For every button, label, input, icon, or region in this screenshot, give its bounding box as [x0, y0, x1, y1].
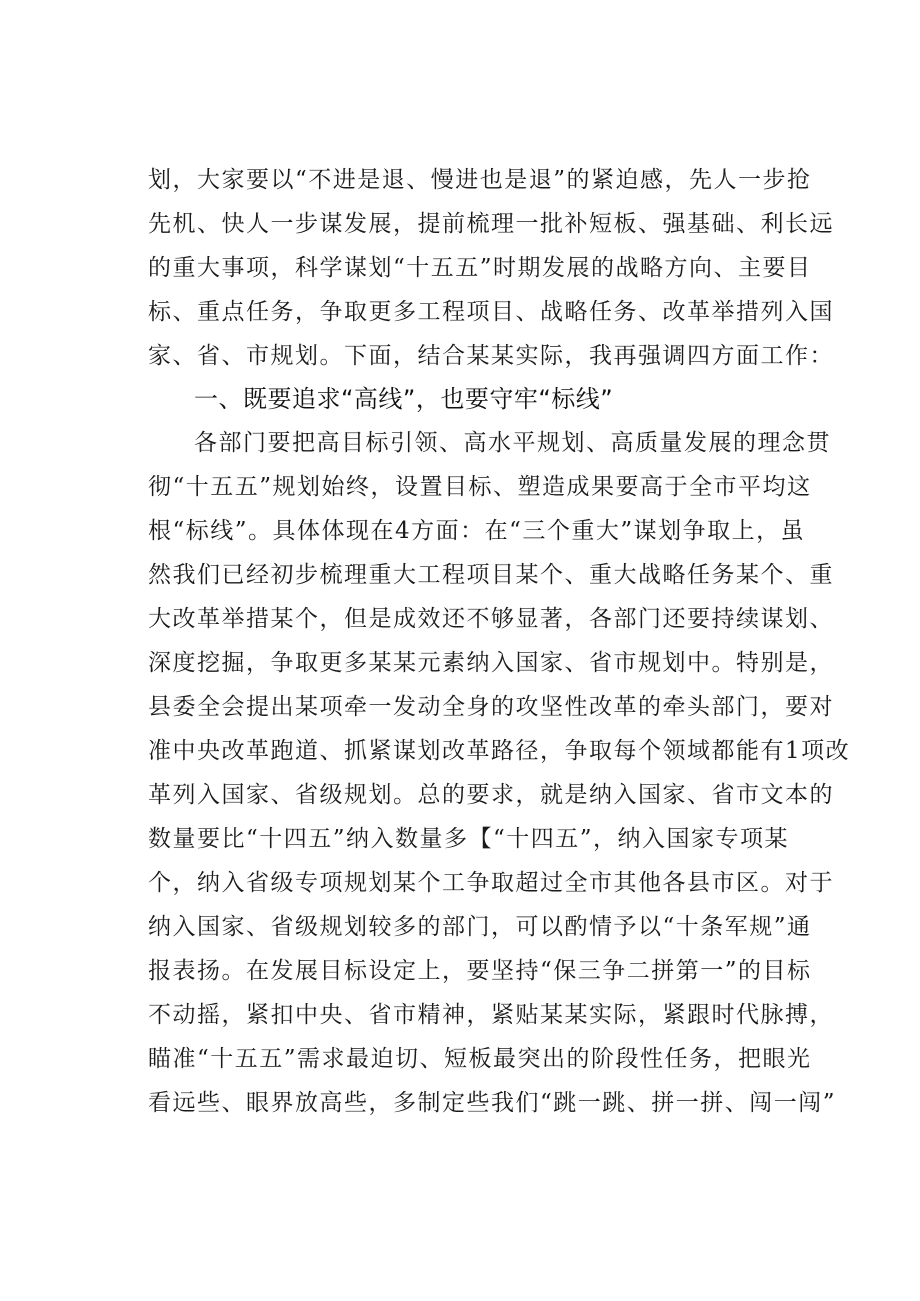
text-line: 划，大家要以“不进是退、慢进也是退”的紧迫感，先人一步抢: [148, 167, 812, 193]
text-line: 数量要比“十四五”纳入数量多【“十四五”，纳入国家专项某: [148, 826, 790, 852]
text-line: 大改革举措某个，但是成效还不够显著，各部门还要持续谋划、: [148, 606, 834, 632]
section-heading: 一、既要追求“高线”，也要守牢“标线”: [194, 385, 614, 413]
text-line: 先机、快人一步谋发展，提前梳理一批补短板、强基础、利长远: [148, 211, 834, 237]
text-line: 深度挖掘，争取更多某某元素纳入国家、省市规划中。特别是，: [148, 650, 834, 676]
text-line: 革列入国家、省级规划。总的要求，就是纳入国家、省市文本的: [148, 782, 834, 808]
text-line: 报表扬。在发展目标设定上，要坚持“保三争二拼第一”的目标: [148, 958, 812, 984]
text-line: 标、重点任务，争取更多工程项目、战略任务、改革举措列入国: [148, 299, 834, 325]
text-line: 然我们已经初步梳理重大工程项目某个、重大战略任务某个、重: [148, 562, 834, 588]
text-line: 准中央改革跑道、抓紧谋划改革路径，争取每个领域都能有1项改: [148, 738, 851, 764]
text-line: 看远些、眼界放高些，多制定些我们“跳一跳、拼一拼、闯一闯”: [148, 1090, 837, 1116]
text-line: 县委全会提出某项牵一发动全身的攻坚性改革的牵头部门，要对: [148, 694, 834, 720]
text-line: 不动摇，紧扣中央、省市精神，紧贴某某实际，紧跟时代脉搏，: [148, 1002, 834, 1028]
text-line: 家、省、市规划。下面，结合某某实际，我再强调四方面工作：: [148, 343, 834, 369]
text-line: 各部门要把高目标引领、高水平规划、高质量发展的理念贯: [194, 430, 831, 456]
text-line: 彻“十五五”规划始终，设置目标、塑造成果要高于全市平均这: [148, 474, 812, 500]
text-line: 纳入国家、省级规划较多的部门，可以酌情予以“十条军规”通: [148, 914, 812, 940]
text-line: 的重大事项，科学谋划“十五五”时期发展的战略方向、主要目: [148, 255, 812, 281]
text-line: 个，纳入省级专项规划某个工争取超过全市其他各县市区。对于: [148, 870, 834, 896]
text-line: 根“标线”。具体体现在4方面：在“三个重大”谋划争取上，虽: [148, 518, 806, 544]
text-line: 瞄准“十五五”需求最迫切、短板最突出的阶段性任务，把眼光: [148, 1046, 812, 1072]
